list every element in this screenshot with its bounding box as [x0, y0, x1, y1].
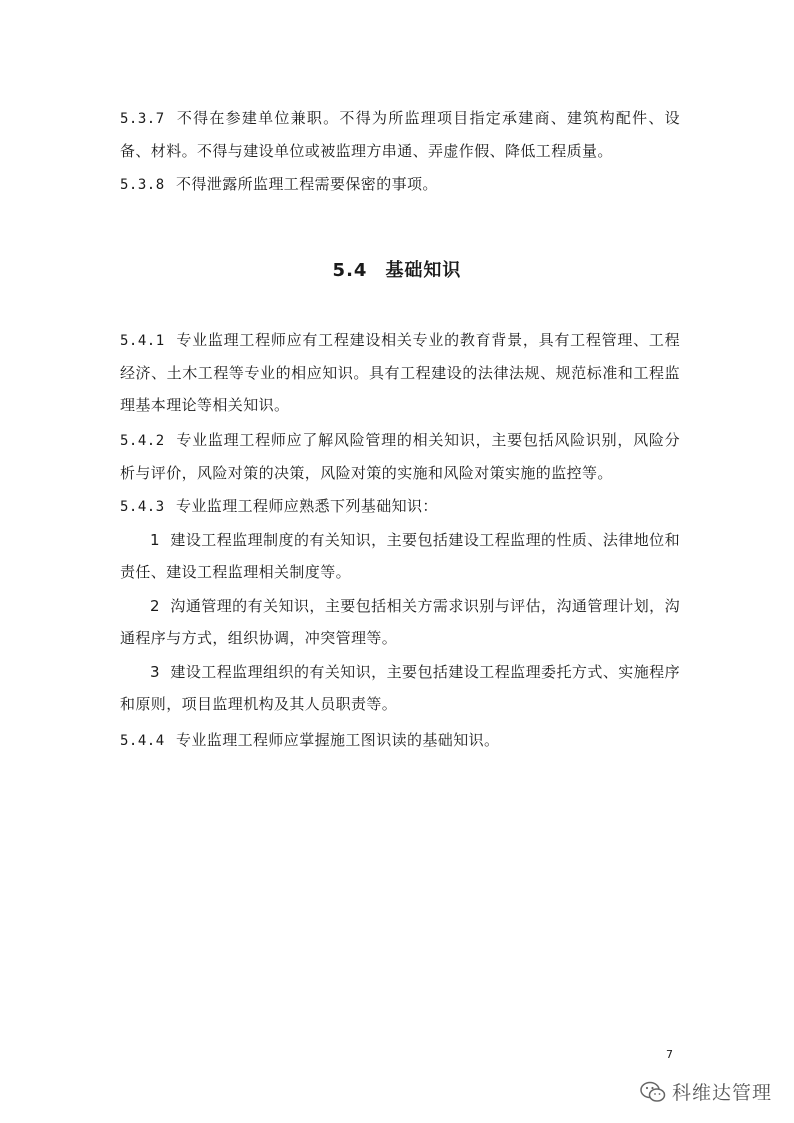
clause-5-4-1 — [120, 324, 680, 421]
clause-5-4-2 — [120, 424, 680, 489]
clause-text: 不得在参建单位兼职。不得为所监理项目指定承建商、建筑构配件、设备、材料。不得与建设单位或被监理方串通、弄虚作假、降低工程质量。 — [120, 109, 680, 160]
clause-number: 5.3.8 — [120, 177, 165, 193]
list-item-number: 3 — [150, 663, 160, 681]
clause-5-4-4 — [120, 724, 680, 757]
section-number: 5.4 — [332, 260, 368, 281]
clause-number: 5.3.7 — [120, 111, 165, 127]
list-item-text: 建设工程监理制度的有关知识，主要包括建设工程监理的性质、法律地位和责任、建设工程监理相关制度等。 — [120, 531, 680, 581]
list-item-number: 1 — [150, 531, 160, 549]
wechat-icon — [640, 1081, 666, 1103]
watermark-text: 科维达管理 — [672, 1082, 773, 1104]
clause-5-3-8 — [120, 168, 680, 201]
clause-text: 专业监理工程师应熟悉下列基础知识： — [176, 497, 438, 515]
clause-5-3-7 — [120, 102, 680, 167]
clause-text: 专业监理工程师应掌握施工图识读的基础知识。 — [176, 731, 500, 749]
clause-text: 不得泄露所监理工程需要保密的事项。 — [176, 175, 438, 193]
list-item-text: 建设工程监理组织的有关知识，主要包括建设工程监理委托方式、实施程序和原则，项目监理机构及其人员职责等。 — [120, 663, 680, 713]
section-title: 基础知识 — [385, 260, 462, 281]
clause-number: 5.4.4 — [120, 733, 165, 749]
clause-5-4-3 — [120, 490, 680, 523]
list-item-text: 沟通管理的有关知识，主要包括相关方需求识别与评估，沟通管理计划，沟通程序与方式，组织协调，冲突管理等。 — [120, 597, 680, 647]
clause-text: 专业监理工程师应了解风险管理的相关知识，主要包括风险识别，风险分析与评价，风险对策的决策，风险对策的实施和风险对策实施的监控等。 — [120, 431, 680, 482]
clause-number: 5.4.2 — [120, 433, 165, 449]
clause-text: 专业监理工程师应有工程建设相关专业的教育背景，具有工程管理、工程经济、土木工程等专业的相应知识。具有工程建设的法律法规、规范标准和工程监理基本理论等相关知识。 — [120, 331, 680, 414]
list-item-2 — [120, 590, 680, 654]
watermark — [640, 1078, 772, 1105]
list-item-3 — [120, 656, 680, 720]
clause-number: 5.4.1 — [120, 333, 165, 349]
clause-number: 5.4.3 — [120, 499, 165, 515]
page-number: 7 — [666, 1048, 673, 1061]
section-heading — [0, 256, 794, 282]
list-item-1 — [120, 524, 680, 588]
list-item-number: 2 — [150, 597, 160, 615]
